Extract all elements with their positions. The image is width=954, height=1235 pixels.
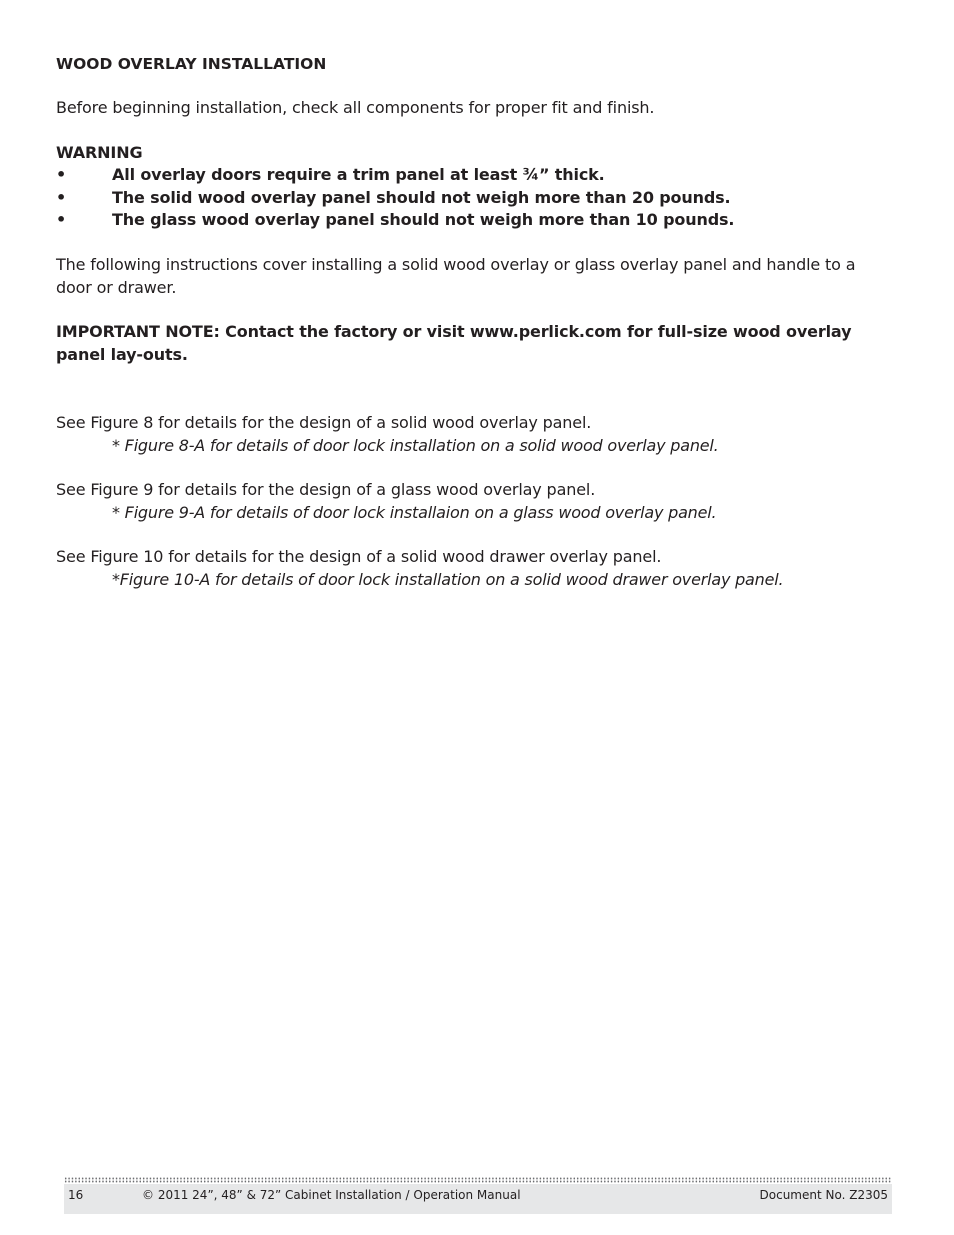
bullet-icon: • [56, 165, 67, 184]
footer-divider [64, 1177, 892, 1183]
figure-reference [56, 546, 888, 591]
figure-reference-text: See Figure 8 for details for the design of a solid wood overlay panel. [56, 413, 592, 432]
section-heading: WOOD OVERLAY INSTALLATION [56, 55, 327, 73]
figure-reference-text: See Figure 10 for details for the design of a solid wood drawer overlay panel. [56, 547, 662, 566]
warning-title: WARNING [56, 143, 143, 162]
warning-item [56, 209, 888, 232]
warning-item [56, 164, 888, 187]
figure-reference-note: * Figure 8-A for details of door lock installation on a solid wood overlay panel. [112, 435, 719, 455]
warning-item [56, 187, 888, 210]
figure-reference [56, 412, 888, 457]
warning-item-text: All overlay doors require a trim panel at least ¾” thick. [112, 165, 605, 184]
page-footer [64, 1184, 892, 1214]
warning-item-text: The solid wood overlay panel should not weigh more than 20 pounds. [112, 187, 731, 207]
bullet-icon: • [56, 187, 67, 207]
document-number: Document No. Z2305 [759, 1188, 888, 1202]
page-number: 16 [68, 1188, 84, 1202]
figure-reference [56, 479, 888, 524]
footer-copyright: © 2011 24”, 48” & 72” Cabinet Installation / Operation Manual [142, 1188, 521, 1202]
warning-item-text: The glass wood overlay panel should not weigh more than 10 pounds. [112, 210, 735, 229]
warning-list [56, 164, 888, 232]
figure-reference-text: See Figure 9 for details for the design of a glass wood overlay panel. [56, 480, 596, 499]
instructions-paragraph: The following instructions cover installing a solid wood overlay or glass overlay panel and handle to a door or drawer. [56, 255, 856, 297]
important-note: IMPORTANT NOTE: Contact the factory or visit www.perlick.com for full-size wood overlay panel lay-outs. [56, 322, 852, 364]
figure-reference-note: *Figure 10-A for details of door lock installation on a solid wood drawer overlay panel. [112, 569, 784, 589]
figure-reference-note: * Figure 9-A for details of door lock installaion on a glass wood overlay panel. [112, 502, 717, 522]
bullet-icon: • [56, 210, 67, 229]
intro-text: Before beginning installation, check all components for proper fit and finish. [56, 98, 655, 117]
